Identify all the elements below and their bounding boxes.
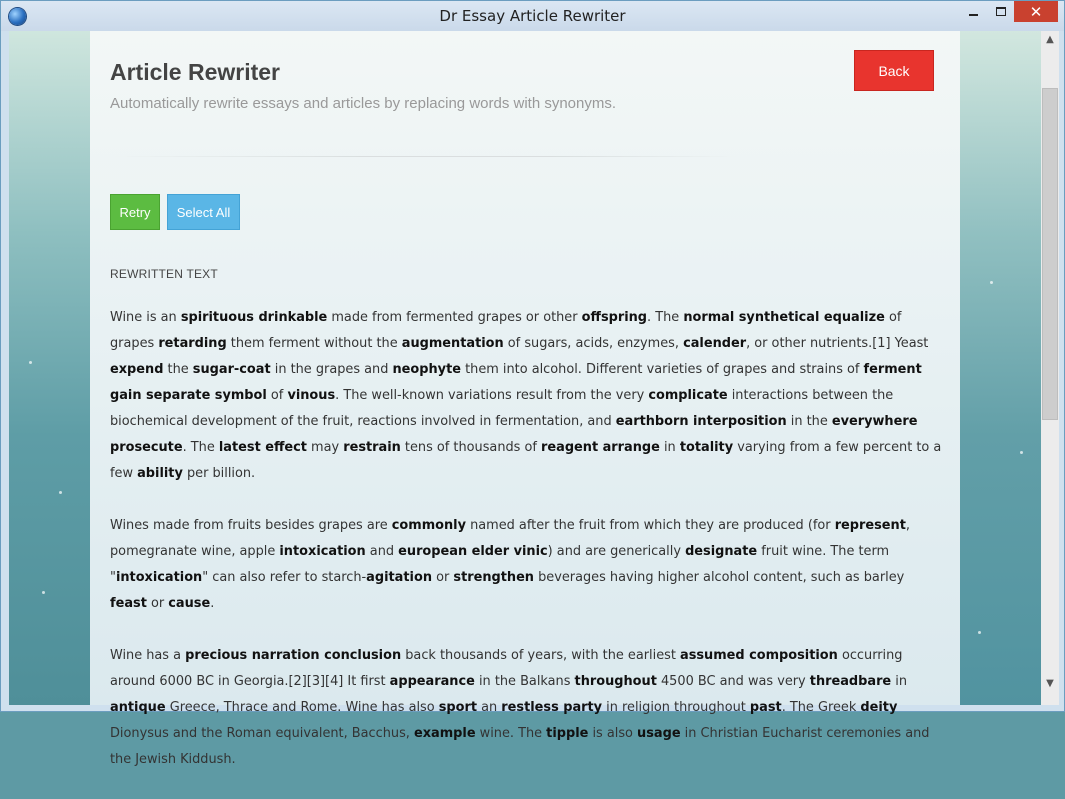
text-segment: ) and are generically — [547, 544, 686, 559]
text-segment: . The well-known variations result from the very — [335, 388, 649, 403]
text-segment: . The — [647, 310, 684, 325]
replaced-synonym[interactable]: ability — [137, 466, 183, 481]
sparkle — [29, 361, 32, 364]
replaced-synonym[interactable]: commonly — [391, 518, 466, 533]
text-segment: in — [659, 440, 680, 455]
replaced-synonym[interactable]: totality — [679, 440, 734, 455]
text-segment: tens of thousands of — [400, 440, 542, 455]
scroll-up-button[interactable] — [1041, 31, 1059, 48]
text-segment: " can also refer to starch- — [202, 570, 367, 585]
chevron-down-icon: ▼ — [1046, 678, 1054, 689]
text-segment: . — [210, 596, 215, 611]
replaced-synonym[interactable]: intoxication — [279, 544, 366, 559]
replaced-synonym[interactable]: expend — [110, 362, 164, 377]
rewritten-text[interactable] — [110, 305, 942, 799]
back-button[interactable]: Back — [854, 50, 934, 91]
replaced-synonym[interactable]: throughout — [574, 674, 657, 689]
replaced-synonym[interactable]: cause — [168, 596, 211, 611]
text-segment: in the Balkans — [474, 674, 575, 689]
text-segment: in religion throughout — [602, 700, 750, 715]
text-segment: 4500 BC and was very — [656, 674, 810, 689]
text-segment: is also — [588, 726, 638, 741]
scrollbar-thumb[interactable] — [1042, 88, 1058, 420]
text-segment: or — [146, 596, 169, 611]
text-segment: . The — [182, 440, 219, 455]
section-label: REWRITTEN TEXT — [110, 267, 218, 281]
replaced-synonym[interactable]: restless party — [501, 700, 603, 715]
divider — [110, 156, 740, 157]
replaced-synonym[interactable]: calender — [683, 336, 747, 351]
text-segment: made from fermented grapes or other — [327, 310, 582, 325]
replaced-synonym[interactable]: agitation — [366, 570, 432, 585]
text-segment: of grapes — [110, 310, 902, 351]
replaced-synonym[interactable]: assumed composition — [680, 648, 838, 663]
text-segment: varying from a few percent to a few — [110, 440, 942, 481]
text-segment: fruit wine. The term " — [110, 544, 890, 585]
replaced-synonym[interactable]: usage — [637, 726, 681, 741]
text-segment: Wine is an — [110, 310, 181, 325]
title-bar[interactable] — [1, 1, 1064, 31]
text-segment: Wines made from fruits besides grapes are — [110, 518, 392, 533]
replaced-synonym[interactable]: spirituous drinkable — [180, 310, 328, 325]
replaced-synonym[interactable]: deity — [860, 700, 898, 715]
replaced-synonym[interactable]: offspring — [581, 310, 648, 325]
replaced-synonym[interactable]: augmentation — [401, 336, 504, 351]
article-paragraph — [110, 305, 942, 487]
text-segment: an — [477, 700, 502, 715]
replaced-synonym[interactable]: past — [749, 700, 782, 715]
replaced-synonym[interactable]: antique — [110, 700, 166, 715]
replaced-synonym[interactable]: appearance — [389, 674, 475, 689]
text-segment: in — [891, 674, 908, 689]
text-segment: named after the fruit from which they are produced (for — [466, 518, 835, 533]
replaced-synonym[interactable]: neophyte — [392, 362, 461, 377]
article-paragraph — [110, 513, 942, 617]
text-segment: in the — [786, 414, 832, 429]
replaced-synonym[interactable]: represent — [834, 518, 906, 533]
text-segment: . The Greek — [781, 700, 861, 715]
text-segment: beverages having higher alcohol content, such as barley — [534, 570, 905, 585]
text-segment: wine. The — [475, 726, 547, 741]
chevron-up-icon: ▲ — [1046, 34, 1054, 45]
select-all-button[interactable]: Select All — [167, 194, 240, 230]
article-paragraph — [110, 643, 942, 773]
text-segment: Dionysus and the Roman equivalent, Bacchus, — [110, 726, 414, 741]
retry-button[interactable]: Retry — [110, 194, 160, 230]
close-icon: ✕ — [1029, 2, 1043, 21]
sparkle — [978, 631, 981, 634]
replaced-synonym[interactable]: normal synthetical equalize — [683, 310, 885, 325]
text-segment: the — [163, 362, 193, 377]
close-button[interactable] — [1014, 1, 1058, 22]
page-title: Article Rewriter — [110, 59, 281, 85]
text-segment: back thousands of years, with the earliest — [401, 648, 681, 663]
text-segment: of — [266, 388, 288, 403]
text-segment: per billion. — [182, 466, 256, 481]
replaced-synonym[interactable]: sport — [438, 700, 478, 715]
replaced-synonym[interactable]: reagent arrange — [541, 440, 660, 455]
replaced-synonym[interactable]: ferment gain separate symbol — [110, 362, 922, 403]
minimize-button[interactable] — [957, 1, 989, 22]
window-title: Dr Essay Article Rewriter — [439, 7, 626, 25]
maximize-icon — [996, 7, 1006, 16]
text-segment: them ferment without the — [226, 336, 402, 351]
sparkle — [42, 591, 45, 594]
text-segment: or — [432, 570, 454, 585]
replaced-synonym[interactable]: threadbare — [809, 674, 892, 689]
replaced-synonym[interactable]: example — [413, 726, 476, 741]
replaced-synonym[interactable]: vinous — [287, 388, 336, 403]
replaced-synonym[interactable]: strengthen — [453, 570, 534, 585]
background-right — [960, 31, 1041, 705]
text-segment: of sugars, acids, enzymes, — [503, 336, 684, 351]
sparkle — [59, 491, 62, 494]
vertical-scrollbar[interactable] — [1041, 31, 1059, 705]
replaced-synonym[interactable]: sugar-coat — [192, 362, 271, 377]
minimize-icon — [969, 14, 978, 16]
page-subtitle: Automatically rewrite essays and articles by replacing words with synonyms. — [110, 95, 617, 112]
replaced-synonym[interactable]: restrain — [343, 440, 401, 455]
text-segment: in the grapes and — [270, 362, 393, 377]
replaced-synonym[interactable]: feast — [110, 596, 147, 611]
scroll-down-button[interactable] — [1041, 675, 1059, 692]
text-segment: Wine has a — [110, 648, 186, 663]
text-segment: , or other nutrients.[1] Yeast — [746, 336, 929, 351]
client-area — [9, 31, 1041, 767]
replaced-synonym[interactable]: earthborn interposition — [615, 414, 787, 429]
text-segment: may — [306, 440, 344, 455]
text-segment: occurring around 6000 BC in Georgia.[2][3][4] It first — [110, 648, 903, 689]
text-segment: , pomegranate wine, apple — [110, 518, 910, 559]
replaced-synonym[interactable]: latest effect — [218, 440, 307, 455]
sparkle — [990, 281, 993, 284]
replaced-synonym[interactable]: designate — [685, 544, 758, 559]
text-segment: in Christian Eucharist ceremonies and the Jewish Kiddush. — [110, 726, 930, 767]
replaced-synonym[interactable]: retarding — [158, 336, 227, 351]
text-segment: Greece, Thrace and Rome. Wine has also — [165, 700, 439, 715]
replaced-synonym[interactable]: tipple — [546, 726, 589, 741]
background-left — [9, 31, 90, 705]
replaced-synonym[interactable]: precious narration conclusion — [185, 648, 402, 663]
text-segment: interactions between the biochemical development of the fruit, reactions involved in fermentation, and — [110, 388, 894, 429]
maximize-button[interactable] — [986, 1, 1016, 22]
replaced-synonym[interactable]: everywhere prosecute — [110, 414, 918, 455]
sparkle — [1020, 451, 1023, 454]
text-segment: them into alcohol. Different varieties of grapes and strains of — [461, 362, 864, 377]
content-panel — [90, 31, 960, 767]
replaced-synonym[interactable]: european elder vinic — [398, 544, 548, 559]
replaced-synonym[interactable]: intoxication — [115, 570, 203, 585]
text-segment: and — [365, 544, 399, 559]
replaced-synonym[interactable]: complicate — [648, 388, 728, 403]
